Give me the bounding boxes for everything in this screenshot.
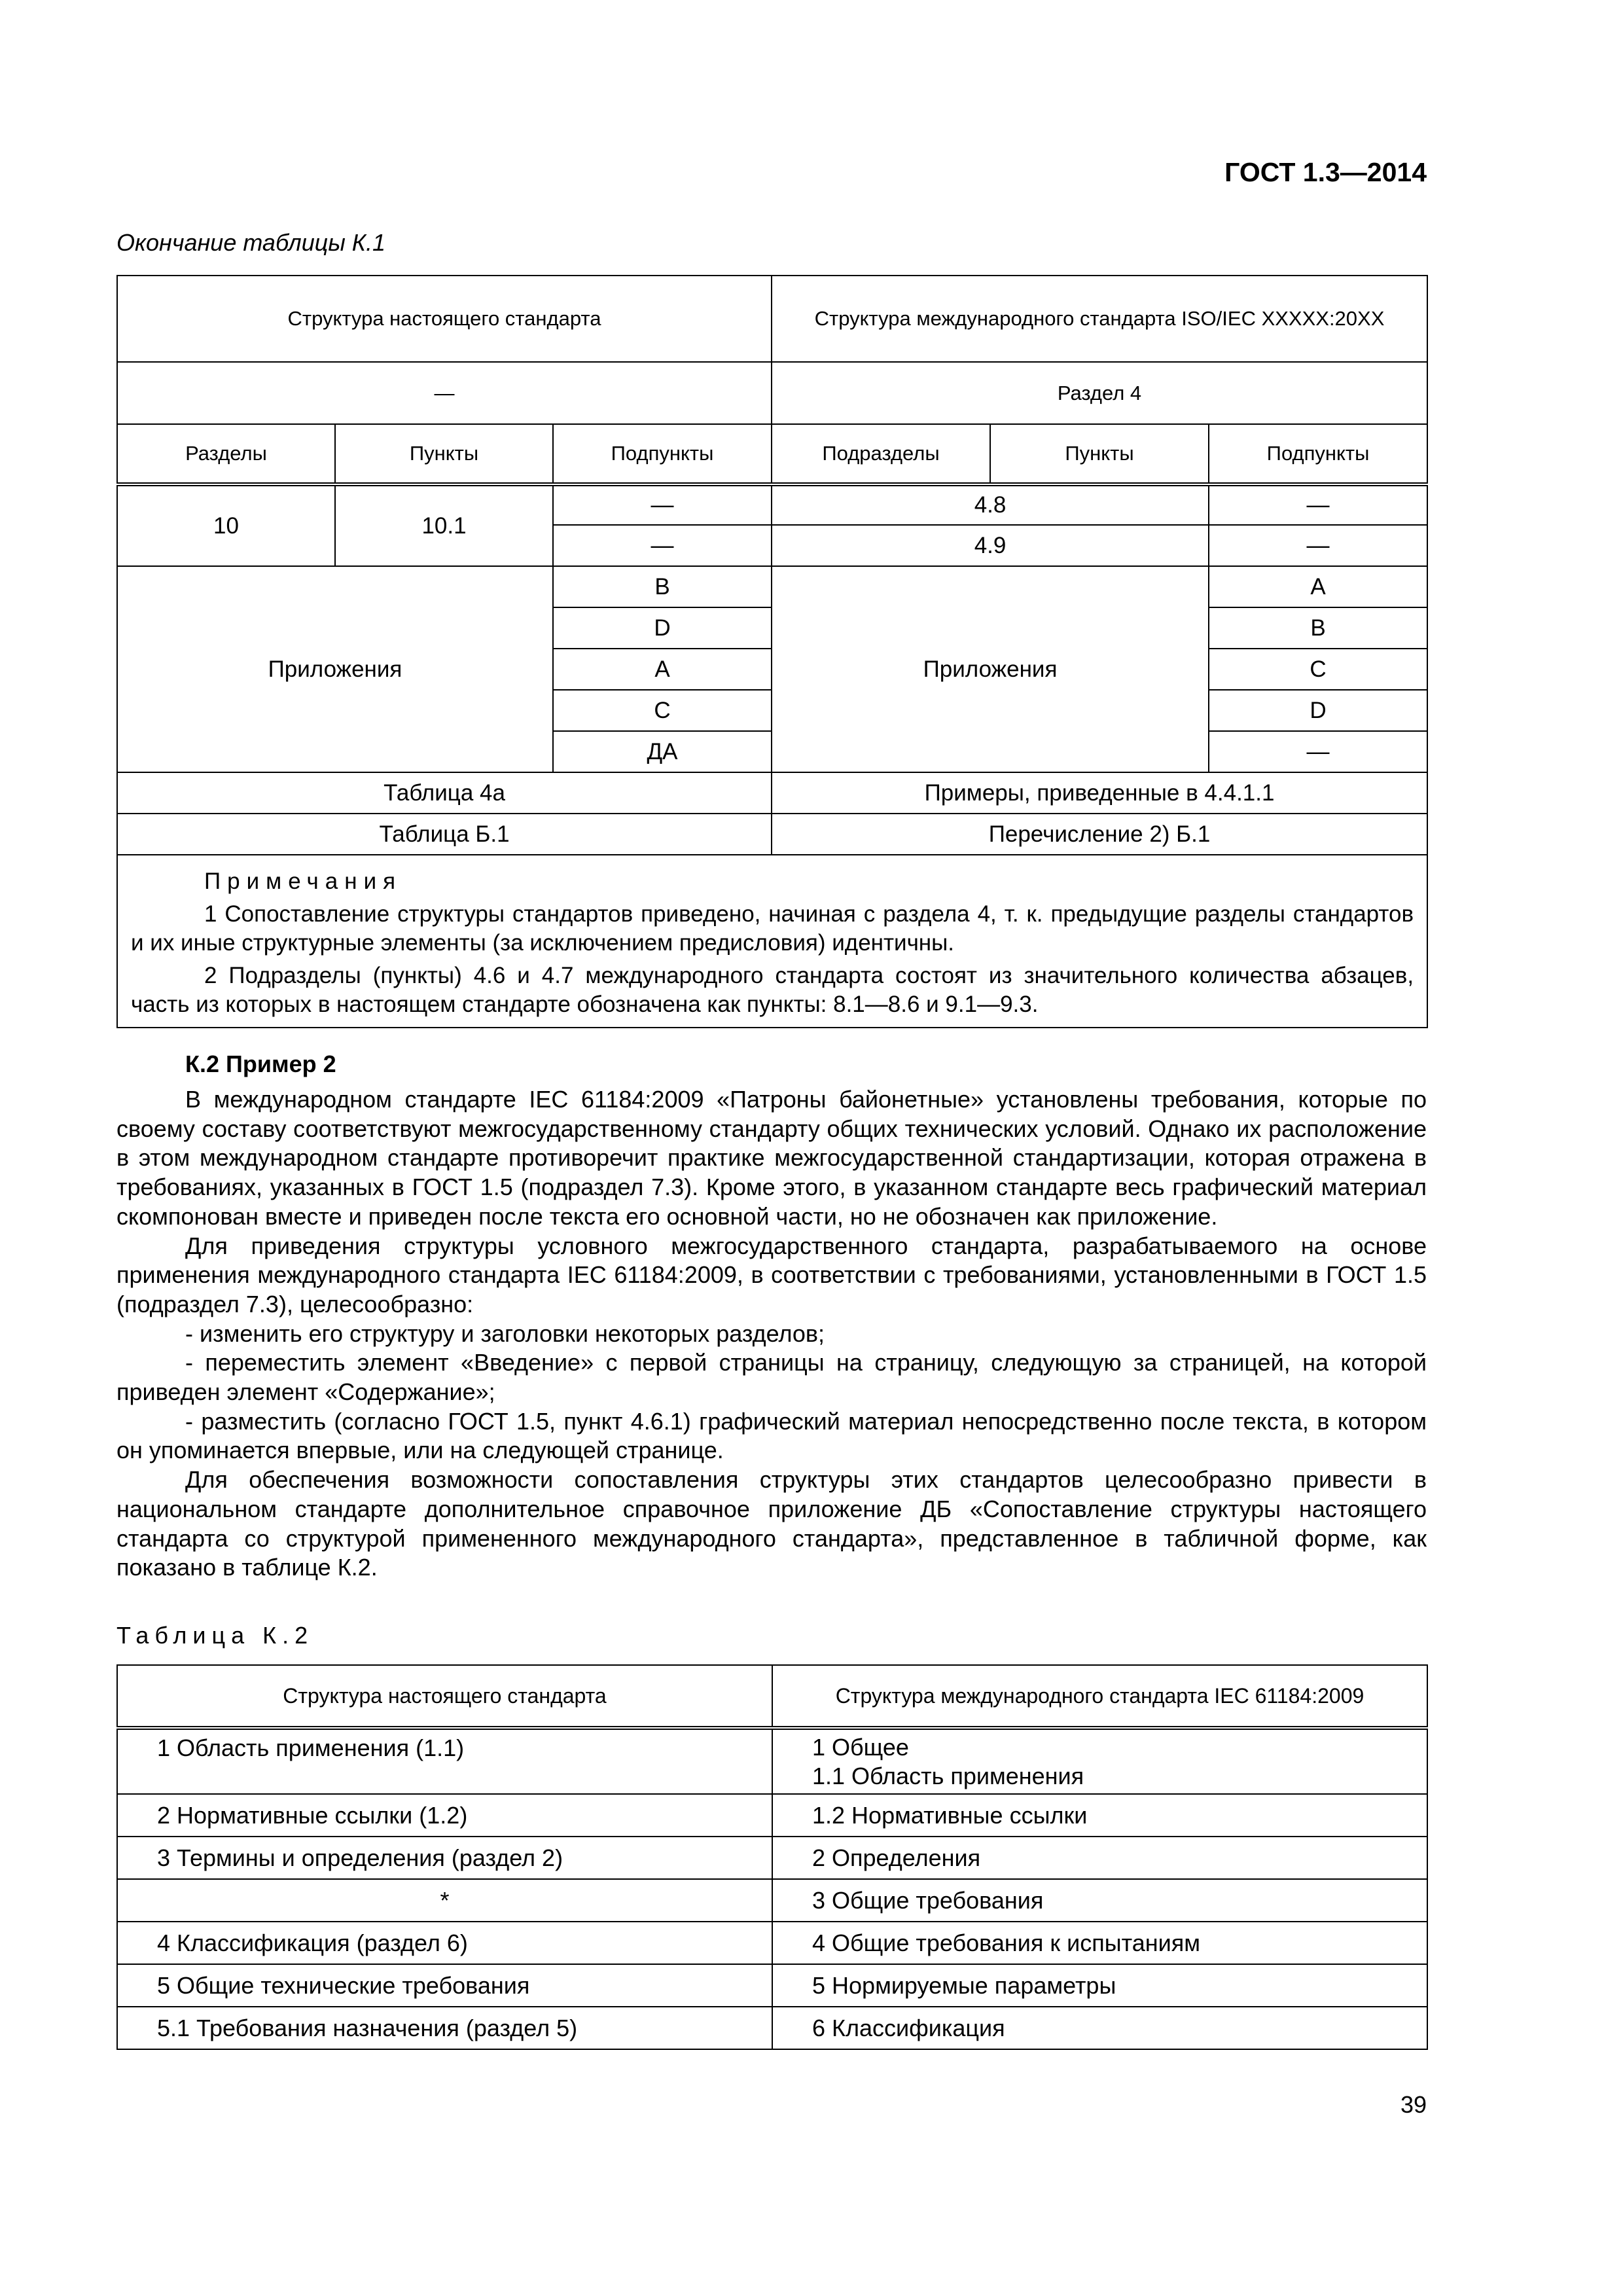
cell-appendix-national: D <box>553 607 772 649</box>
cell-international: 1.2 Нормативные ссылки <box>772 1794 1427 1837</box>
cell-national: 3 Термины и определения (раздел 2) <box>117 1837 772 1879</box>
cell-punkt: 10.1 <box>335 484 553 566</box>
subheader-podpunkty: Подпункты <box>553 424 772 484</box>
table-k2 <box>116 1664 1428 2050</box>
cell-appendix-international: A <box>1209 566 1427 607</box>
cell-appendix-national: C <box>553 690 772 731</box>
cell-national: 5.1 Требования назначения (раздел 5) <box>117 2007 772 2049</box>
list-item: - изменить его структуру и заголовки некоторых разделов; <box>185 1319 825 1347</box>
cell-table-b1: Таблица Б.1 <box>117 814 772 855</box>
section-k2-title: К.2 Пример 2 <box>185 1050 336 1077</box>
subheader-podpunkty-intl: Подпункты <box>1209 424 1427 484</box>
cell-national: 2 Нормативные ссылки (1.2) <box>117 1794 772 1837</box>
header-iec-structure: Структура международного стандарта IEC 61184:2009 <box>772 1665 1427 1728</box>
table-k1 <box>116 275 1428 1028</box>
table-row <box>117 1837 1427 1879</box>
table-continuation-caption: Окончание таблицы К.1 <box>116 229 386 256</box>
cell-international: 2 Определения <box>772 1837 1427 1879</box>
cell-appendices-international: Приложения <box>772 566 1209 772</box>
list-item: - разместить (согласно ГОСТ 1.5, пункт 4.6.1) графический материал непосредственно после текста, в котором он упоминается впервые, или на следующей странице. <box>116 1407 1427 1464</box>
table-row <box>117 484 1427 525</box>
paragraph: В международном стандарте IEC 61184:2009 «Патроны байонетные» установлены требования, которые по своему составу соответствуют межгосударственному стандарту общих технических условий. Однако их расположение в этом международном стандарте противоречит практике межгосударственной стандартизации, которая отражена в требованиях, указанных в ГОСТ 1.5 (подраздел 7.3). Кроме этого, в указанном стандарте весь графический материал скомпонован вместе и приведен после текста его основной части, но не обозначен как приложение. <box>116 1086 1427 1230</box>
cell-podpunkt: — <box>553 484 772 525</box>
note-2: 2 Подразделы (пункты) 4.6 и 4.7 международного стандарта состоят из значительного количества абзацев, часть из которых в настоящем стандарте обозначена как пункты: 8.1—8.6 и 9.1—9.3. <box>131 963 1414 1017</box>
header-national-structure: Структура настоящего стандарта <box>117 276 772 362</box>
cell-podpunkt: — <box>553 525 772 566</box>
table-row <box>117 1922 1427 1964</box>
cell-appendix-international: — <box>1209 731 1427 772</box>
page-number: 39 <box>1400 2091 1427 2118</box>
cell-national: * <box>117 1879 772 1922</box>
table-row <box>117 1728 1427 1794</box>
cell-international: 6 Классификация <box>772 2007 1427 2049</box>
header-international-structure: Структура международного стандарта ISO/IEC XXXXX:20XX <box>772 276 1427 362</box>
cell-table-4a: Таблица 4а <box>117 772 772 814</box>
cell-razdel: 10 <box>117 484 335 566</box>
paragraph: Для обеспечения возможности сопоставления структуры этих стандартов целесообразно привести в национальном стандарте дополнительное справочное приложение ДБ «Сопоставление структуры настоящего стандарта со структурой примененного международного стандарта», представленное в табличной форме, как показано в таблице К.2. <box>116 1466 1427 1581</box>
cell-line: 1.1 Область применения <box>812 1762 1084 1789</box>
section-4-label: Раздел 4 <box>772 362 1427 424</box>
table-row <box>117 772 1427 814</box>
subheader-punkty-intl: Пункты <box>990 424 1209 484</box>
cell-international <box>772 1728 1427 1794</box>
cell-international: 4 Общие требования к испытаниям <box>772 1922 1427 1964</box>
section-k2-body <box>116 1085 1427 1583</box>
notes-heading: Примечания <box>204 869 402 894</box>
notes-cell <box>117 855 1427 1028</box>
table-row <box>117 1964 1427 2007</box>
cell-appendix-national: B <box>553 566 772 607</box>
table-k1-section-row <box>117 362 1427 424</box>
document-code: ГОСТ 1.3—2014 <box>1224 157 1427 187</box>
cell-intl-podpunkt: — <box>1209 484 1427 525</box>
subheader-razdely: Разделы <box>117 424 335 484</box>
cell-appendix-international: D <box>1209 690 1427 731</box>
table-row <box>117 2007 1427 2049</box>
cell-appendix-international: B <box>1209 607 1427 649</box>
cell-appendix-international: C <box>1209 649 1427 690</box>
header-national-structure: Структура настоящего стандарта <box>117 1665 772 1728</box>
table-k2-caption: Таблица К.2 <box>116 1622 314 1649</box>
cell-appendix-national: ДА <box>553 731 772 772</box>
table-row <box>117 566 1427 607</box>
subheader-punkty: Пункты <box>335 424 553 484</box>
notes-row <box>117 855 1427 1028</box>
cell-national: 4 Классификация (раздел 6) <box>117 1922 772 1964</box>
cell-national: 1 Область применения (1.1) <box>117 1728 772 1794</box>
cell-intl-subsection: 4.8 <box>772 484 1209 525</box>
table-row <box>117 814 1427 855</box>
cell-intl-subsection: 4.9 <box>772 525 1209 566</box>
paragraph: Для приведения структуры условного межгосударственного стандарта, разрабатываемого на основе применения международного стандарта IEC 61184:2009, в соответствии с требованиями, установленными в ГОСТ 1.5 (подраздел 7.3), целесообразно: <box>116 1232 1427 1318</box>
table-k1-header-row <box>117 276 1427 362</box>
cell-international: 5 Нормируемые параметры <box>772 1964 1427 2007</box>
note-1: 1 Сопоставление структуры стандартов приведено, начиная с раздела 4, т. к. предыдущие разделы стандартов и их иные структурные элементы (за исключением предисловия) идентичны. <box>131 901 1414 956</box>
section-dash: — <box>117 362 772 424</box>
table-row <box>117 1794 1427 1837</box>
table-k1-subheader-row <box>117 424 1427 484</box>
cell-appendices-national: Приложения <box>117 566 553 772</box>
cell-national: 5 Общие технические требования <box>117 1964 772 2007</box>
table-row <box>117 1879 1427 1922</box>
subheader-podrazdely: Подразделы <box>772 424 990 484</box>
cell-enumeration-b1: Перечисление 2) Б.1 <box>772 814 1427 855</box>
table-k2-header-row <box>117 1665 1427 1728</box>
cell-appendix-national: A <box>553 649 772 690</box>
list-item: - переместить элемент «Введение» с первой страницы на страницу, следующую за страницей, на которой приведен элемент «Содержание»; <box>116 1349 1427 1406</box>
cell-international: 3 Общие требования <box>772 1879 1427 1922</box>
cell-line: 1 Общее <box>812 1733 909 1761</box>
cell-intl-podpunkt: — <box>1209 525 1427 566</box>
cell-examples-4411: Примеры, приведенные в 4.4.1.1 <box>772 772 1427 814</box>
